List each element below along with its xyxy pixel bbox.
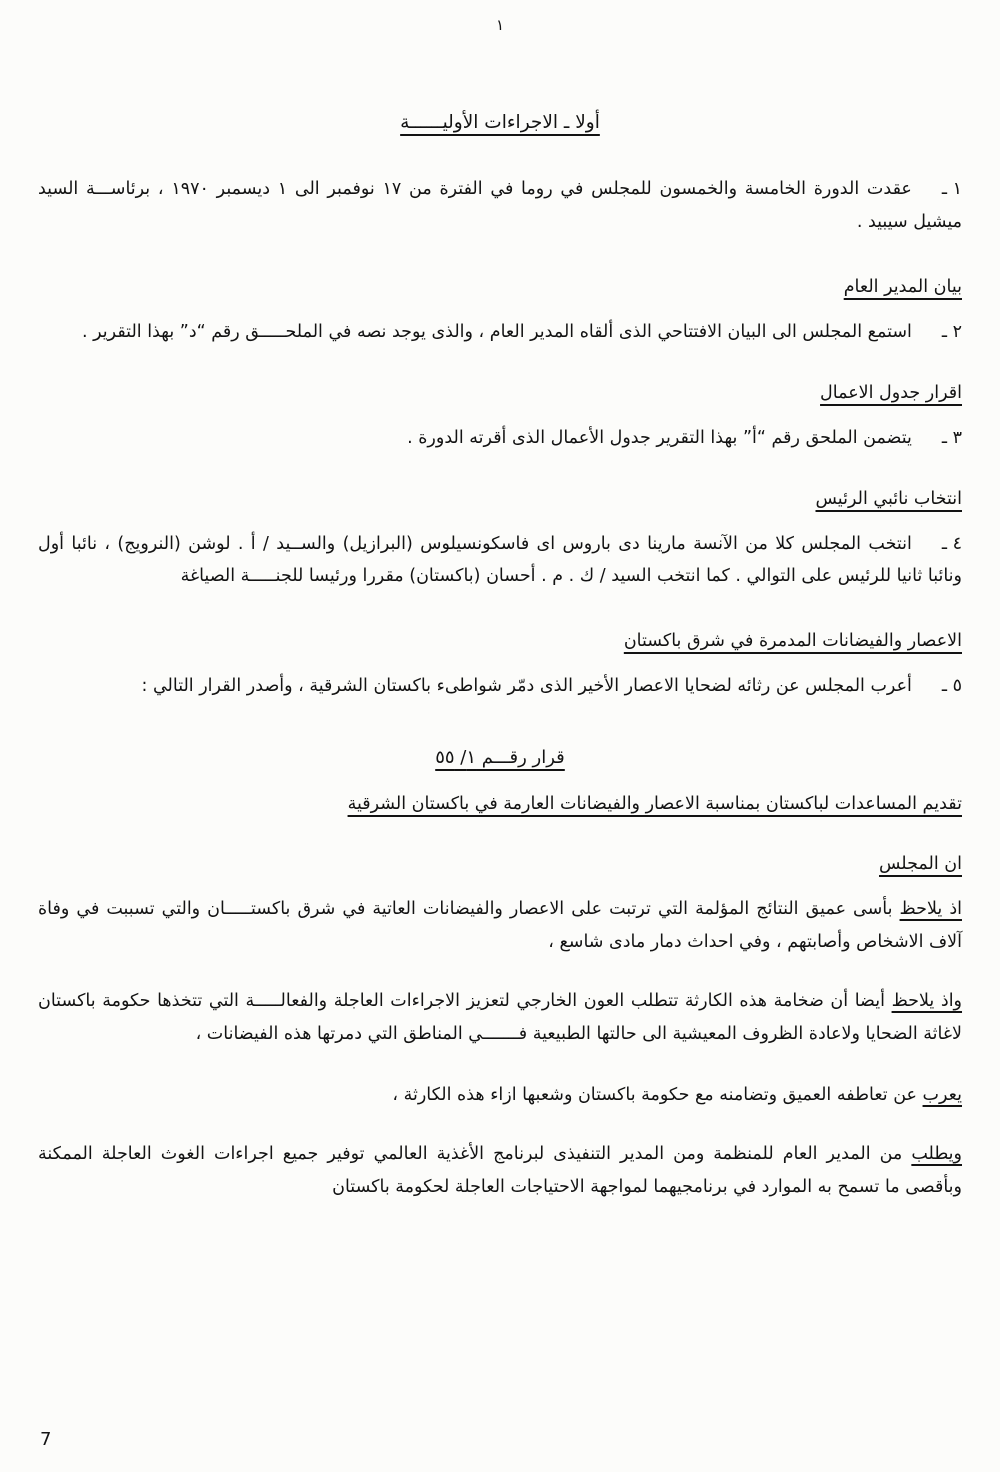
- document-title: [38, 112, 962, 133]
- resolution-title: [38, 794, 962, 814]
- section-heading-text: انتخاب نائبي الرئيس: [815, 488, 962, 509]
- resolution-title-text: تقديم المساعدات لباكستان بمناسبة الاعصار والفيضانات العارمة في باكستان الشرقية: [347, 794, 962, 815]
- resolution-clause-noting-also: [38, 985, 962, 1051]
- clause-text: بأسى عميق النتائج المؤلمة التي ترتبت على الاعصار والفيضانات العاتية في شرق باكستـــــان والتي تسببت في وفاة آلاف الاشخاص وأصابتهم ، وفي احداث دمار مادى شاسع ،: [38, 899, 962, 953]
- paragraph-5-text: أعرب المجلس عن رثائه لضحايا الاعصار الأخير الذى دمّر شواطىء باكستان الشرقية ، وأصدر القرار التالي :: [141, 676, 912, 697]
- resolution-number-text: قرار رقـــم ١/ ٥٥: [435, 747, 565, 769]
- paragraph-4-text: انتخب المجلس كلا من الآنسة مارينا دى باروس اى فاسكونسيلوس (البرازيل) والســيد / أ . لوشن (النرويج) ، نائبا أول ونائبا ثانيا للرئيس على التوالي . كما انتخب السيد / ك . م . أحسان (باكستان) مقررا ورئيسا للجنـــــة الصياغة: [38, 533, 962, 587]
- paragraph-5-number: ٥ ـ: [941, 676, 962, 697]
- paragraph-2: [38, 316, 962, 349]
- paragraph-3: [38, 422, 962, 455]
- page-number-bottom: 7: [40, 1429, 52, 1450]
- clause-lead-word: يعرب: [922, 1084, 962, 1105]
- paragraph-4-number: ٤ ـ: [941, 533, 962, 554]
- section-heading-cyclone-floods: [38, 631, 962, 651]
- section-heading-vice-chairmen-election: [38, 489, 962, 509]
- paragraph-4: [38, 528, 962, 594]
- paragraph-1-number: ١ ـ: [941, 179, 962, 199]
- paragraph-2-text: استمع المجلس الى البيان الافتتاحي الذى ألقاه المدير العام ، والذى يوجد نصه في الملحـــــق رقم “د” بهذا التقرير .: [82, 321, 912, 342]
- paragraph-2-number: ٢ ـ: [941, 321, 962, 342]
- section-heading-agenda-adoption: [38, 383, 962, 403]
- clause-text: من المدير العام للمنظمة ومن المدير التنفيذى لبرنامج الأغذية العالمي توفير جميع اجراءات الغوث العاجلة الممكنة وبأقصى ما تسمح به الموارد في برنامجيهما لمواجهة الاحتياجات العاجلة لحكومة باكستان: [38, 1143, 962, 1197]
- paragraph-5: [38, 670, 962, 703]
- section-heading-text: بيان المدير العام: [843, 276, 962, 297]
- resolution-council-opening-text: ان المجلس: [879, 854, 962, 875]
- clause-lead-word: واذ يلاحظ: [891, 991, 963, 1012]
- section-heading-text: الاعصار والفيضانات المدمرة في شرق باكستان: [623, 631, 962, 652]
- paragraph-1: [38, 173, 962, 239]
- paragraph-3-text: يتضمن الملحق رقم “أ” بهذا التقرير جدول الأعمال الذى أقرته الدورة .: [407, 427, 912, 448]
- resolution-clause-noting: [38, 893, 962, 959]
- section-heading-director-general-statement: [38, 277, 962, 297]
- resolution-clause-expresses-sympathy: [38, 1079, 962, 1112]
- document-title-text: أولا ـ الاجراءات الأوليــــــة: [400, 112, 600, 133]
- section-heading-text: اقرار جدول الاعمال: [820, 382, 962, 403]
- paragraph-1-text: عقدت الدورة الخامسة والخمسون للمجلس في روما في الفترة من ١٧ نوفمبر الى ١ ديسمبر ١٩٧٠ ، برئاســـة السيد ميشيل سيبيد .: [38, 179, 962, 232]
- clause-text: عن تعاطفه العميق وتضامنه مع حكومة باكستان وشعبها ازاء هذه الكارثة ،: [392, 1084, 923, 1105]
- clause-text: أيضا أن ضخامة هذه الكارثة تتطلب العون الخارجي لتعزيز الاجراءات العاجلة والفعالـــــة التي تتخذها حكومة باكستان لاغاثة الضحايا ولاعادة الظروف المعيشية الى حالتها الطبيعية فـــــــي المناطق التي دمرتها هذه الفيضانات ،: [38, 991, 962, 1044]
- paragraph-3-number: ٣ ـ: [941, 427, 962, 448]
- resolution-council-opening: [38, 854, 962, 874]
- page-number-top: ١: [495, 16, 505, 34]
- clause-lead-word: ويطلب: [911, 1143, 962, 1164]
- resolution-clause-requests: [38, 1138, 962, 1204]
- clause-lead-word: اذ يلاحظ: [899, 899, 962, 920]
- resolution-number: [38, 747, 962, 768]
